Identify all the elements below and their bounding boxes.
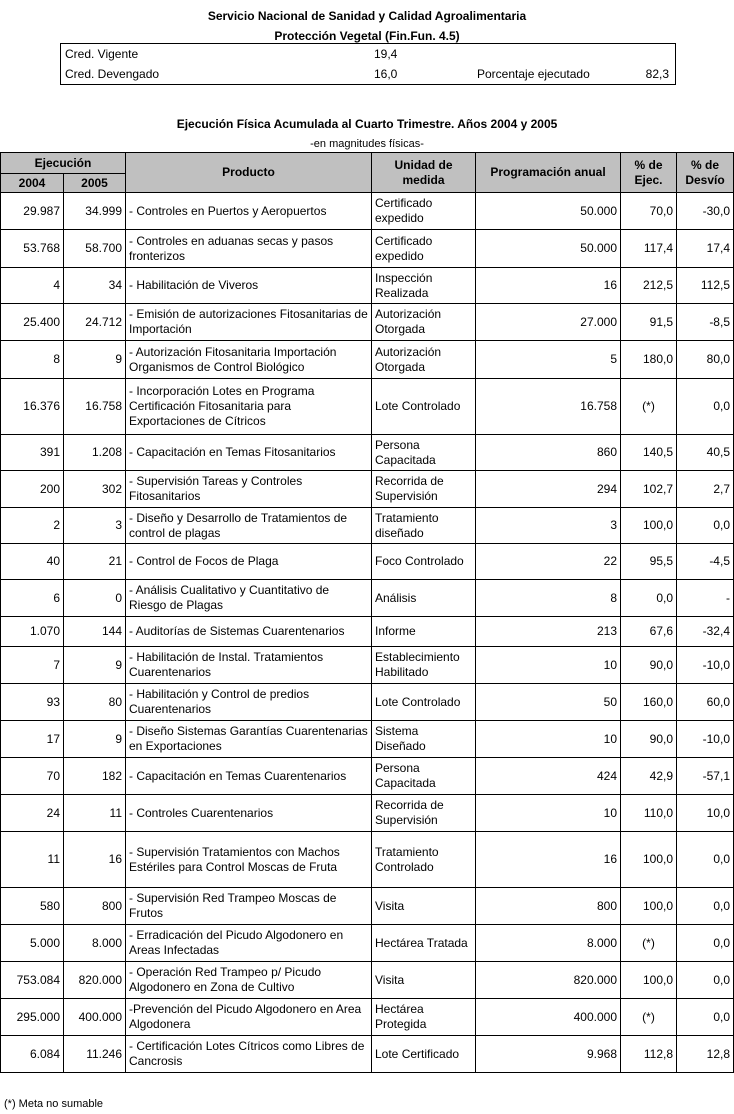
unit-cell: Visita: [372, 962, 476, 999]
unit-cell: Tratamiento diseñado: [372, 508, 476, 544]
section-subtitle: -en magnitudes físicas-: [310, 138, 424, 150]
unit-cell: Establecimiento Habilitado: [372, 647, 476, 684]
pct-desvio-cell: 17,4: [677, 230, 734, 268]
exec-2004-cell: 17: [1, 721, 64, 758]
exec-2004-cell: 1.070: [1, 617, 64, 647]
pct-ejec-cell: 70,0: [621, 193, 677, 230]
exec-2004-cell: 8: [1, 341, 64, 379]
product-cell: - Auditorías de Sistemas Cuarentenarios: [126, 617, 372, 647]
product-cell: -Prevención del Picudo Algodonero en Area Algodonera: [126, 999, 372, 1036]
pct-ejec-cell: 100,0: [621, 508, 677, 544]
exec-2004-cell: 4: [1, 268, 64, 304]
programacion-cell: 27.000: [476, 304, 621, 341]
programacion-cell: 9.968: [476, 1036, 621, 1073]
unit-cell: Tratamiento Controlado: [372, 832, 476, 888]
header-pct-desvio: % de Desvío: [677, 153, 734, 193]
pct-desvio-cell: 2,7: [677, 471, 734, 508]
header-producto: Producto: [126, 153, 372, 193]
credits-row-devengado: [61, 64, 675, 84]
table-row: [1, 888, 734, 925]
pct-ejec-cell: 102,7: [621, 471, 677, 508]
pct-desvio-cell: -30,0: [677, 193, 734, 230]
pct-desvio-cell: 12,8: [677, 1036, 734, 1073]
pct-ejec-cell: 112,8: [621, 1036, 677, 1073]
pct-desvio-cell: -32,4: [677, 617, 734, 647]
product-cell: - Operación Red Trampeo p/ Picudo Algodonero en Zona de Cultivo: [126, 962, 372, 999]
exec-2005-cell: 144: [64, 617, 126, 647]
unit-cell: Recorrida de Supervisión: [372, 795, 476, 832]
table-row: [1, 341, 734, 379]
table-row: [1, 795, 734, 832]
pct-ejec-cell: 110,0: [621, 795, 677, 832]
cred-devengado-label: Cred. Devengado: [65, 67, 160, 81]
exec-2005-cell: 21: [64, 544, 126, 580]
unit-cell: Análisis: [372, 580, 476, 617]
product-cell: - Autorización Fitosanitaria Importación Organismos de Control Biológico: [126, 341, 372, 379]
unit-cell: Hectárea Protegida: [372, 999, 476, 1036]
unit-cell: Visita: [372, 888, 476, 925]
product-cell: - Incorporación Lotes en Programa Certificación Fitosanitaria para Exportaciones de Cítricos: [126, 379, 372, 435]
pct-ejec-cell: 42,9: [621, 758, 677, 795]
exec-2004-cell: 295.000: [1, 999, 64, 1036]
programacion-cell: 860: [476, 435, 621, 471]
exec-2005-cell: 9: [64, 721, 126, 758]
programacion-cell: 820.000: [476, 962, 621, 999]
exec-2005-cell: 16.758: [64, 379, 126, 435]
programacion-cell: 10: [476, 721, 621, 758]
pct-desvio-cell: -10,0: [677, 721, 734, 758]
unit-cell: Hectárea Tratada: [372, 925, 476, 962]
programacion-cell: 50.000: [476, 193, 621, 230]
pct-ejec-cell: 90,0: [621, 721, 677, 758]
unit-cell: Lote Controlado: [372, 379, 476, 435]
footnote: (*) Meta no sumable: [4, 1098, 104, 1110]
product-cell: - Diseño y Desarrollo de Tratamientos de control de plagas: [126, 508, 372, 544]
table-row: [1, 580, 734, 617]
pct-ejec-cell: 0,0: [621, 580, 677, 617]
pct-executed-value: 82,3: [645, 67, 669, 81]
product-cell: - Erradicación del Picudo Algodonero en Areas Infectadas: [126, 925, 372, 962]
table-row: [1, 379, 734, 435]
exec-2004-cell: 6.084: [1, 1036, 64, 1073]
exec-2004-cell: 53.768: [1, 230, 64, 268]
table-row: [1, 962, 734, 999]
product-cell: - Control de Focos de Plaga: [126, 544, 372, 580]
pct-ejec-cell: 160,0: [621, 684, 677, 721]
programacion-cell: 8: [476, 580, 621, 617]
unit-cell: Autorización Otorgada: [372, 304, 476, 341]
product-cell: - Habilitación y Control de predios Cuarentenarios: [126, 684, 372, 721]
product-cell: - Habilitación de Instal. Tratamientos Cuarentenarios: [126, 647, 372, 684]
exec-2005-cell: 820.000: [64, 962, 126, 999]
exec-2004-cell: 24: [1, 795, 64, 832]
pct-ejec-cell: 90,0: [621, 647, 677, 684]
unit-cell: Certificado expedido: [372, 230, 476, 268]
pct-desvio-cell: 112,5: [677, 268, 734, 304]
table-row: [1, 1036, 734, 1073]
unit-cell: Autorización Otorgada: [372, 341, 476, 379]
pct-desvio-cell: 0,0: [677, 508, 734, 544]
unit-cell: Foco Controlado: [372, 544, 476, 580]
pct-desvio-cell: 0,0: [677, 888, 734, 925]
pct-ejec-cell: 180,0: [621, 341, 677, 379]
exec-2005-cell: 34.999: [64, 193, 126, 230]
product-cell: - Capacitación en Temas Cuarentenarios: [126, 758, 372, 795]
exec-2005-cell: 1.208: [64, 435, 126, 471]
header-2004: 2004: [1, 174, 64, 193]
table-row: [1, 471, 734, 508]
pct-ejec-cell: 140,5: [621, 435, 677, 471]
exec-2005-cell: 800: [64, 888, 126, 925]
pct-ejec-cell: 95,5: [621, 544, 677, 580]
pct-ejec-cell: 100,0: [621, 888, 677, 925]
exec-2005-cell: 9: [64, 341, 126, 379]
product-cell: - Capacitación en Temas Fitosanitarios: [126, 435, 372, 471]
exec-2005-cell: 400.000: [64, 999, 126, 1036]
pct-desvio-cell: 0,0: [677, 832, 734, 888]
unit-cell: Recorrida de Supervisión: [372, 471, 476, 508]
product-cell: - Supervisión Tareas y Controles Fitosanitarios: [126, 471, 372, 508]
table-row: [1, 435, 734, 471]
pct-desvio-cell: -57,1: [677, 758, 734, 795]
table-row: [1, 925, 734, 962]
pct-ejec-cell: 67,6: [621, 617, 677, 647]
pct-desvio-cell: 10,0: [677, 795, 734, 832]
exec-2004-cell: 200: [1, 471, 64, 508]
exec-2005-cell: 80: [64, 684, 126, 721]
execution-table: [0, 152, 734, 1073]
unit-cell: Informe: [372, 617, 476, 647]
unit-cell: Lote Certificado: [372, 1036, 476, 1073]
exec-2005-cell: 24.712: [64, 304, 126, 341]
header-unidad: Unidad de medida: [372, 153, 476, 193]
pct-ejec-cell: 117,4: [621, 230, 677, 268]
exec-2004-cell: 753.084: [1, 962, 64, 999]
programacion-cell: 294: [476, 471, 621, 508]
exec-2004-cell: 11: [1, 832, 64, 888]
exec-2005-cell: 0: [64, 580, 126, 617]
table-row: [1, 230, 734, 268]
product-cell: - Controles Cuarentenarios: [126, 795, 372, 832]
pct-ejec-cell: 100,0: [621, 962, 677, 999]
pct-ejec-cell: 100,0: [621, 832, 677, 888]
programacion-cell: 8.000: [476, 925, 621, 962]
pct-desvio-cell: -: [677, 580, 734, 617]
pct-desvio-cell: 80,0: [677, 341, 734, 379]
exec-2005-cell: 11.246: [64, 1036, 126, 1073]
table-row: [1, 544, 734, 580]
exec-2005-cell: 16: [64, 832, 126, 888]
exec-2004-cell: 6: [1, 580, 64, 617]
unit-cell: Lote Controlado: [372, 684, 476, 721]
table-row: [1, 647, 734, 684]
pct-ejec-cell: 212,5: [621, 268, 677, 304]
programacion-cell: 10: [476, 647, 621, 684]
table-row: [1, 304, 734, 341]
table-row: [1, 832, 734, 888]
exec-2005-cell: 3: [64, 508, 126, 544]
header-pct-ejec: % de Ejec.: [621, 153, 677, 193]
product-cell: - Controles en Puertos y Aeropuertos: [126, 193, 372, 230]
product-cell: - Diseño Sistemas Garantías Cuarentenarias en Exportaciones: [126, 721, 372, 758]
pct-executed-label: Porcentaje ejecutado: [477, 67, 590, 81]
programacion-cell: 213: [476, 617, 621, 647]
unit-cell: Persona Capacitada: [372, 758, 476, 795]
exec-2004-cell: 29.987: [1, 193, 64, 230]
programacion-cell: 50.000: [476, 230, 621, 268]
header-ejecucion: Ejecución: [1, 153, 126, 174]
exec-2005-cell: 182: [64, 758, 126, 795]
cred-vigente-value: 19,4: [374, 47, 398, 61]
exec-2004-cell: 391: [1, 435, 64, 471]
programacion-cell: 50: [476, 684, 621, 721]
programacion-cell: 5: [476, 341, 621, 379]
pct-ejec-cell: (*): [621, 999, 677, 1036]
pct-ejec-cell: 91,5: [621, 304, 677, 341]
exec-2004-cell: 7: [1, 647, 64, 684]
section-title: Ejecución Física Acumulada al Cuarto Trimestre. Años 2004 y 2005: [176, 117, 558, 131]
exec-2004-cell: 25.400: [1, 304, 64, 341]
unit-cell: Persona Capacitada: [372, 435, 476, 471]
exec-2004-cell: 5.000: [1, 925, 64, 962]
table-row: [1, 999, 734, 1036]
exec-2004-cell: 93: [1, 684, 64, 721]
unit-cell: Sistema Diseñado: [372, 721, 476, 758]
exec-2005-cell: 8.000: [64, 925, 126, 962]
pct-desvio-cell: -8,5: [677, 304, 734, 341]
exec-2005-cell: 9: [64, 647, 126, 684]
programacion-cell: 3: [476, 508, 621, 544]
table-row: [1, 721, 734, 758]
programacion-cell: 800: [476, 888, 621, 925]
pct-desvio-cell: 0,0: [677, 379, 734, 435]
credits-box: [60, 43, 676, 85]
programacion-cell: 400.000: [476, 999, 621, 1036]
exec-2004-cell: 70: [1, 758, 64, 795]
table-row: [1, 684, 734, 721]
exec-2005-cell: 58.700: [64, 230, 126, 268]
pct-ejec-cell: (*): [621, 379, 677, 435]
table-row: [1, 193, 734, 230]
exec-2004-cell: 580: [1, 888, 64, 925]
programacion-cell: 22: [476, 544, 621, 580]
product-cell: - Controles en aduanas secas y pasos fronterizos: [126, 230, 372, 268]
programacion-cell: 424: [476, 758, 621, 795]
programacion-cell: 10: [476, 795, 621, 832]
programacion-cell: 16: [476, 268, 621, 304]
pct-desvio-cell: 60,0: [677, 684, 734, 721]
unit-cell: Certificado expedido: [372, 193, 476, 230]
pct-desvio-cell: 40,5: [677, 435, 734, 471]
exec-2004-cell: 40: [1, 544, 64, 580]
product-cell: - Certificación Lotes Cítricos como Libres de Cancrosis: [126, 1036, 372, 1073]
header-programacion: Programación anual: [476, 153, 621, 193]
exec-2005-cell: 34: [64, 268, 126, 304]
unit-cell: Inspección Realizada: [372, 268, 476, 304]
pct-desvio-cell: -4,5: [677, 544, 734, 580]
table-row: [1, 268, 734, 304]
product-cell: - Habilitación de Viveros: [126, 268, 372, 304]
cred-devengado-value: 16,0: [374, 67, 398, 81]
table-row: [1, 617, 734, 647]
pct-desvio-cell: 0,0: [677, 962, 734, 999]
exec-2004-cell: 2: [1, 508, 64, 544]
programacion-cell: 16.758: [476, 379, 621, 435]
product-cell: - Emisión de autorizaciones Fitosanitarias de Importación: [126, 304, 372, 341]
exec-2005-cell: 302: [64, 471, 126, 508]
program-title: Protección Vegetal (Fin.Fun. 4.5): [274, 29, 460, 43]
product-cell: - Supervisión Red Trampeo Moscas de Frutos: [126, 888, 372, 925]
cred-vigente-label: Cred. Vigente: [65, 47, 139, 61]
product-cell: - Supervisión Tratamientos con Machos Estériles para Control Moscas de Fruta: [126, 832, 372, 888]
pct-desvio-cell: 0,0: [677, 999, 734, 1036]
pct-ejec-cell: (*): [621, 925, 677, 962]
programacion-cell: 16: [476, 832, 621, 888]
table-row: [1, 508, 734, 544]
credits-row-vigente: [61, 44, 675, 64]
header-2005: 2005: [64, 174, 126, 193]
exec-2005-cell: 11: [64, 795, 126, 832]
product-cell: - Análisis Cualitativo y Cuantitativo de Riesgo de Plagas: [126, 580, 372, 617]
pct-desvio-cell: -10,0: [677, 647, 734, 684]
exec-2004-cell: 16.376: [1, 379, 64, 435]
pct-desvio-cell: 0,0: [677, 925, 734, 962]
agency-title: Servicio Nacional de Sanidad y Calidad Agroalimentaria: [207, 9, 527, 23]
table-row: [1, 758, 734, 795]
